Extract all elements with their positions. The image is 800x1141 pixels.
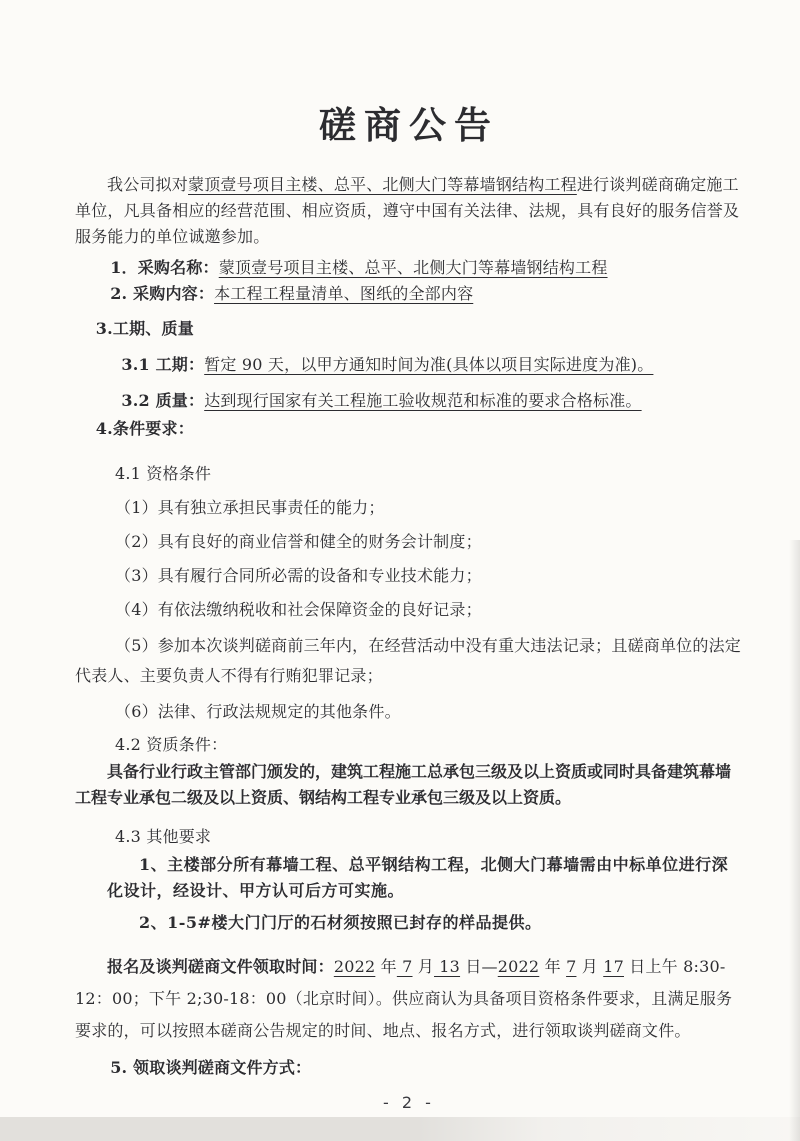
credential-paragraph: 具备行业行政主管部门颁发的，建筑工程施工总承包三级及以上资质或同时具备建筑幕墙工程专业承包二级及以上资质、钢结构工程专业承包三级及以上资质。: [75, 762, 732, 807]
other-requirement-item: 2、1-5#楼大门门厅的石材须按照已封存的样品提供。: [139, 913, 542, 932]
duration-label: 3.1 工期：: [121, 355, 205, 374]
signup-tail-text: 日上午 8:30-12：00；下午 2;30-18：00（北京时间）。供应商认为具备项目资格条件要求，且满足服务要求的，可以按照本磋商公告规定的时间、地点、报名方式，进行领取谈判磋商文件。: [75, 957, 733, 1040]
qualification-heading: 4.1 资格条件: [115, 464, 212, 483]
signup-paragraph: [75, 951, 743, 1047]
requirements-heading: 4.条件要求：: [95, 419, 194, 438]
intro-paragraph: [75, 172, 743, 250]
signup-sep: 月: [412, 957, 435, 976]
procurement-content-item: [75, 281, 743, 307]
condition-item: （3）具有履行合同所必需的设备和专业技术能力；: [115, 566, 482, 585]
signup-month-end: 7: [566, 957, 577, 976]
intro-text-pre: 我公司拟对: [107, 175, 189, 194]
condition-item: （5）参加本次谈判磋商前三年内，在经营活动中没有重大违法记录；且磋商单位的法定代表人、主要负责人不得有行贿犯罪记录；: [75, 636, 741, 685]
duration-value: 暂定 90 天，以甲方通知时间为准(具体以项目实际进度为准)。: [204, 355, 654, 374]
other-requirement-item: 1、主楼部分所有幕墙工程、总平钢结构工程，北侧大门幕墙需由中标单位进行深化设计，经设计、甲方认可后方可实施。: [107, 855, 729, 900]
signup-day-end: 17: [603, 957, 624, 976]
credential-heading: 4.2 资质条件：: [115, 735, 228, 754]
signup-year-start: 2022: [333, 957, 376, 976]
signup-label: 报名及谈判磋商文件领取时间：: [107, 957, 334, 976]
page-number: - 2 -: [383, 1093, 435, 1112]
signup-sep: 月: [576, 957, 604, 976]
signup-sep: 日—: [460, 957, 498, 976]
intro-text-post: 进行谈判磋商确定施工单位，凡具备相应的经营范围、相应资质，遵守中国有关法律、法规，具有良好的服务信誉及服务能力的单位诚邀参加。: [75, 175, 740, 246]
page-title: 磋商公告: [319, 103, 499, 147]
scan-edge-bottom: [0, 1117, 800, 1141]
schedule-quality-item: [75, 388, 743, 414]
schedule-duration-item: [75, 352, 743, 378]
signup-month-start: 7: [396, 957, 413, 976]
condition-item: （1）具有独立承担民事责任的能力；: [115, 498, 385, 517]
procurement-content-label: 2. 采购内容：: [110, 284, 215, 303]
procurement-name-value: 蒙顶壹号项目主楼、总平、北侧大门等幕墙钢结构工程: [218, 258, 608, 277]
intro-project-name: 蒙顶壹号项目主楼、总平、北侧大门等幕墙钢结构工程: [188, 175, 577, 194]
signup-sep: 年: [539, 957, 567, 976]
other-requirements-heading: 4.3 其他要求: [115, 827, 212, 846]
procurement-name-item: [75, 255, 743, 281]
quality-value: 达到现行国家有关工程施工验收规范和标准的要求合格标准。: [204, 391, 642, 410]
signup-day-start: 13: [434, 957, 461, 976]
scan-edge-right: [789, 540, 800, 1141]
procurement-name-label: 1．采购名称：: [110, 258, 219, 277]
condition-item: （2）具有良好的商业信誉和健全的财务会计制度；: [115, 532, 482, 551]
collection-method-heading: 5. 领取谈判磋商文件方式：: [110, 1058, 312, 1077]
quality-label: 3.2 质量：: [121, 391, 205, 410]
condition-item: （4）有依法缴纳税收和社会保障资金的良好记录；: [115, 600, 482, 619]
signup-sep: 年: [375, 957, 397, 976]
condition-item: （6）法律、行政法规规定的其他条件。: [115, 702, 401, 721]
procurement-content-value: 本工程工程量清单、图纸的全部内容: [214, 284, 474, 303]
schedule-heading: 3.工期、质量: [95, 319, 194, 338]
signup-year-end: 2022: [497, 957, 540, 976]
